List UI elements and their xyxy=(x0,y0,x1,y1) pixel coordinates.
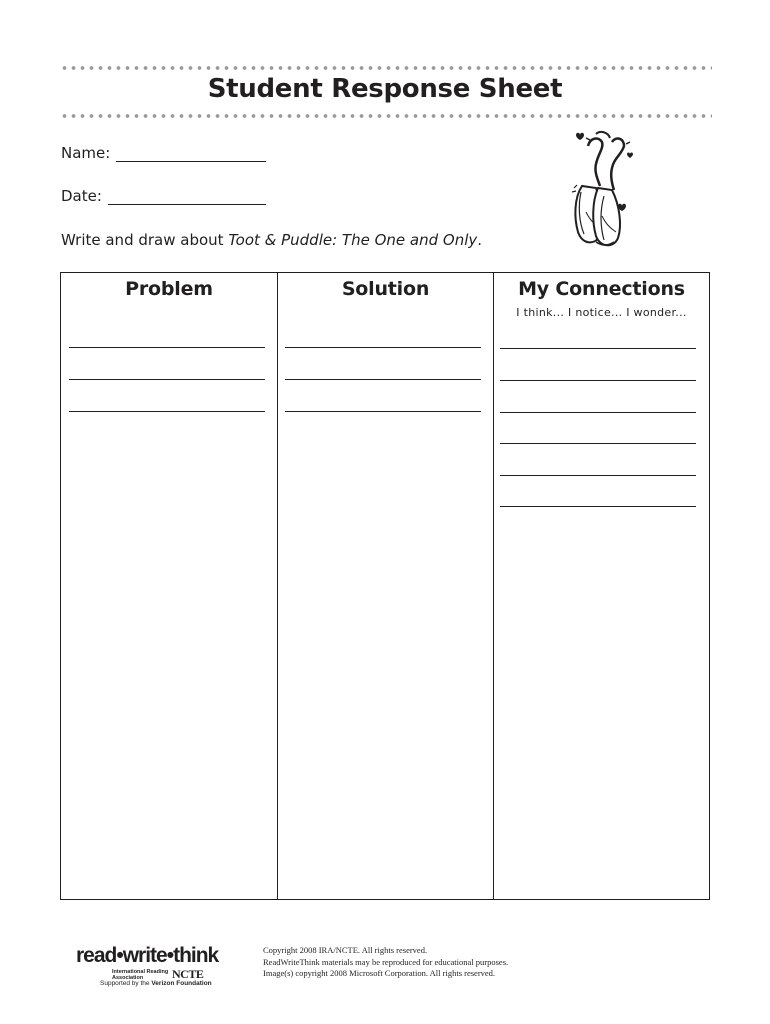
book-title: Toot & Puddle: The One and Only xyxy=(228,231,478,249)
solution-column xyxy=(278,273,494,899)
connections-writing-line[interactable] xyxy=(500,412,696,413)
connections-column xyxy=(494,273,709,899)
problem-heading: Problem xyxy=(125,278,213,300)
name-blank[interactable] xyxy=(116,147,266,162)
solution-heading: Solution xyxy=(341,278,430,300)
ballet-slippers-illustration xyxy=(568,128,638,252)
page-title: Student Response Sheet xyxy=(207,74,563,104)
connections-writing-line[interactable] xyxy=(500,506,696,507)
instruction-text xyxy=(61,231,482,249)
connections-writing-line[interactable] xyxy=(500,443,696,444)
problem-writing-line[interactable] xyxy=(69,379,265,380)
response-table xyxy=(60,272,710,900)
problem-writing-line[interactable] xyxy=(69,347,265,348)
connections-subheading: I think... I notice... I wonder... xyxy=(516,306,687,319)
solution-writing-line[interactable] xyxy=(285,411,481,412)
problem-writing-line[interactable] xyxy=(69,411,265,412)
connections-heading: My Connections xyxy=(518,278,685,300)
date-label: Date: xyxy=(61,187,102,205)
copyright-notice xyxy=(263,945,508,980)
date-blank[interactable] xyxy=(108,190,266,205)
connections-writing-line[interactable] xyxy=(500,348,696,349)
copyright-line: Copyright 2008 IRA/NCTE. All rights reserved. xyxy=(263,945,428,955)
supporter-name: Verizon Foundation xyxy=(151,980,212,987)
logo-wordmark: read•write•think xyxy=(76,944,219,967)
solution-writing-line[interactable] xyxy=(285,379,481,380)
solution-writing-line[interactable] xyxy=(285,347,481,348)
instruction-prefix: Write and draw about xyxy=(61,231,229,249)
ncte-partner-label: NCTE xyxy=(172,967,204,981)
copyright-line: Image(s) copyright 2008 Microsoft Corporation. All rights reserved. xyxy=(263,968,496,978)
supporter-line xyxy=(100,980,212,987)
instruction-suffix: . xyxy=(477,231,483,249)
connections-writing-line[interactable] xyxy=(500,380,696,381)
problem-column xyxy=(61,273,278,899)
connections-writing-line[interactable] xyxy=(500,475,696,476)
name-label: Name: xyxy=(61,144,111,162)
copyright-line: ReadWriteThink materials may be reproduced for educational purposes. xyxy=(263,956,509,967)
top-dotted-rule xyxy=(60,65,712,71)
ira-partner-label: International Reading Association xyxy=(112,969,169,981)
name-field xyxy=(61,144,266,162)
supporter-prefix: Supported by the xyxy=(100,980,152,987)
title-dotted-rule xyxy=(60,113,712,119)
date-field xyxy=(61,187,266,205)
readwritethink-logo xyxy=(76,944,236,990)
